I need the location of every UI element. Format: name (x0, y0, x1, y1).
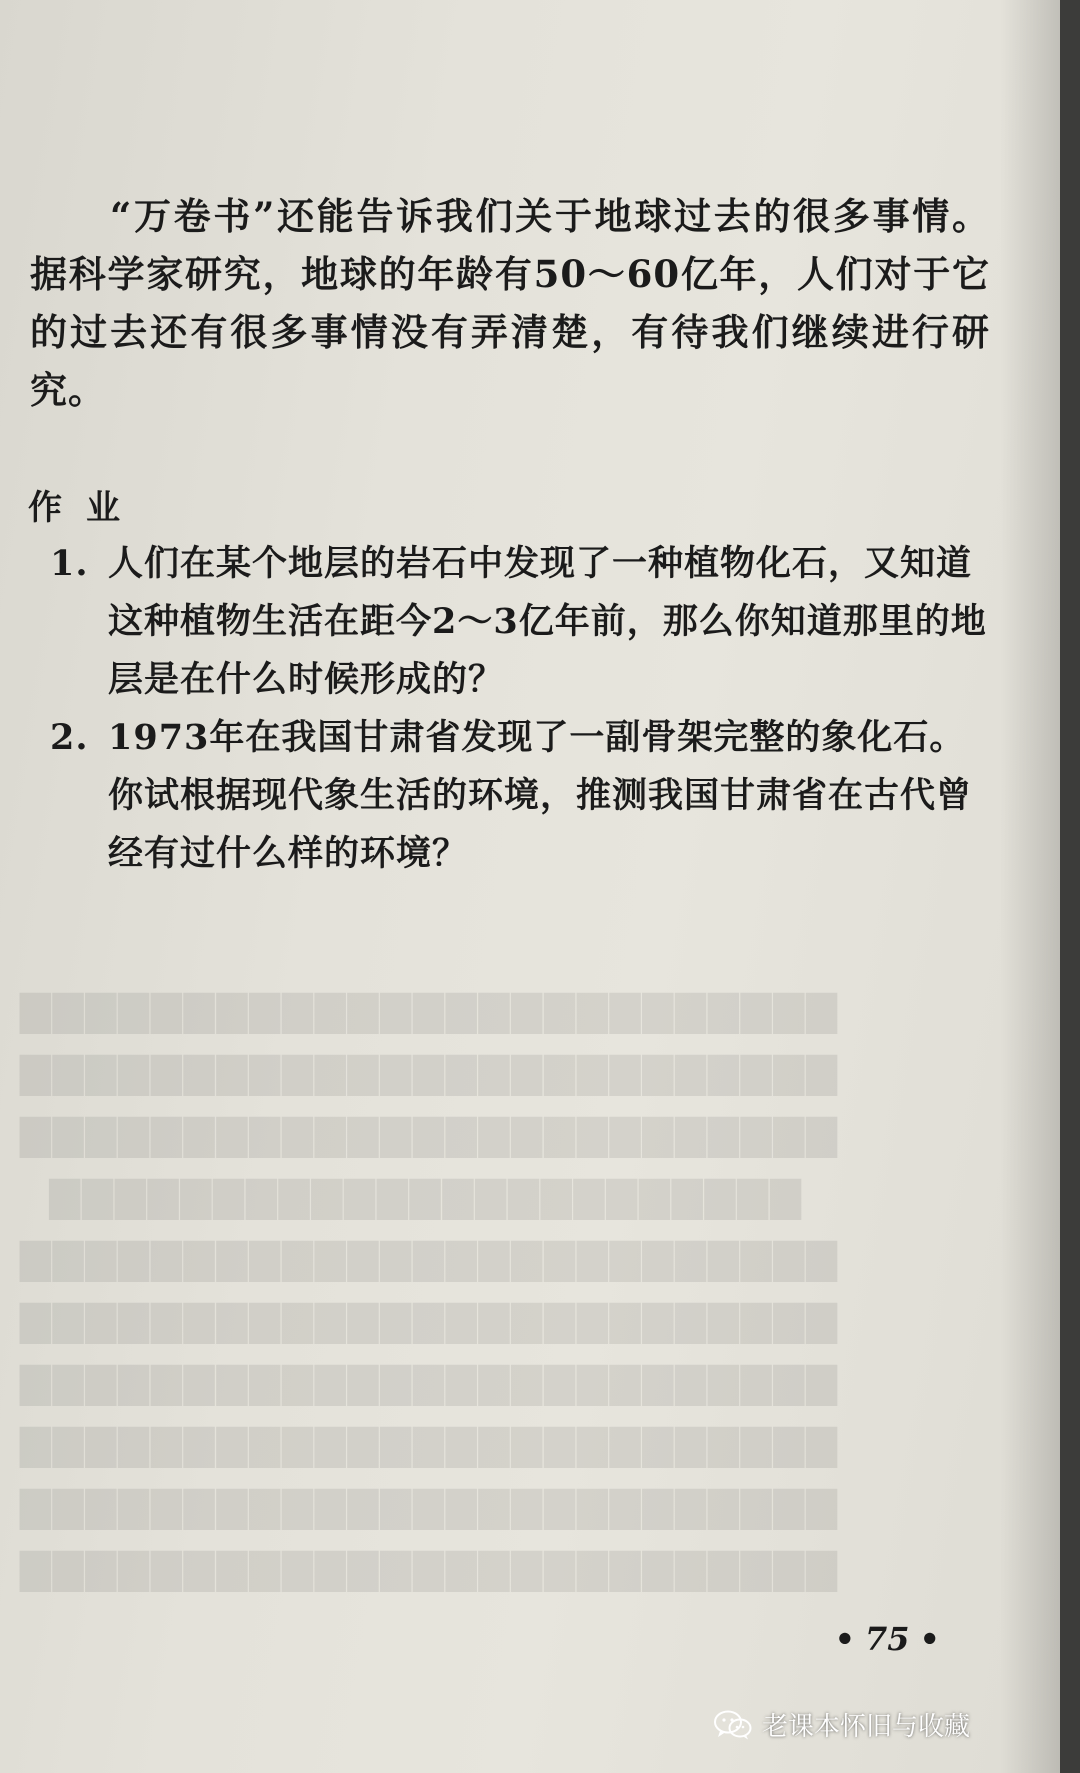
body-paragraph: “万卷书”还能告诉我们关于地球过去的很多事情。据科学家研究，地球的年龄有50～60亿年，人们对于它的过去还有很多事情没有弄清楚，有待我们继续进行研究。 (30, 194, 990, 412)
watermark-text: 老课本怀旧与收藏 (761, 1712, 970, 1742)
homework-item-number: 2. (50, 717, 89, 758)
page-number-dot-left: • (834, 1620, 856, 1658)
homework-item-text: 人们在某个地层的岩石中发现了一种植物化石，又知道这种植物生活在距今2～3亿年前，那么你知道那里的地层是在什么时候形成的？ (108, 543, 987, 700)
homework-title: 作业 (28, 488, 144, 528)
homework-item (50, 709, 990, 883)
homework-item (50, 535, 990, 709)
homework-list (50, 535, 990, 883)
page-number-dot-right: • (919, 1620, 940, 1658)
page-number-value: 75 (865, 1620, 910, 1658)
homework-item-text: 1973年在我国甘肃省发现了一副骨架完整的象化石。你试根据现代象生活的环境，推测我国甘肃省在古代曾经有过什么样的环境？ (108, 717, 973, 874)
page-edge-shadow (1000, 0, 1060, 1773)
watermark (714, 1706, 970, 1743)
homework-item-number: 1. (50, 543, 89, 584)
wechat-icon (714, 1710, 752, 1740)
bleed-through-texture: ▇▇▇▇▇▇▇▇▇▇▇▇▇▇▇▇▇▇▇▇▇▇▇▇▇ ▇▇▇▇▇▇▇▇▇▇▇▇▇▇▇▇▇▇▇▇▇▇▇▇▇ ▇▇▇▇▇▇▇▇▇▇▇▇▇▇▇▇▇▇▇▇▇▇▇▇▇ ▇▇▇▇▇▇▇▇▇▇▇▇▇▇▇▇▇▇▇▇▇▇▇ ▇▇▇▇▇▇▇▇▇▇▇▇▇▇▇▇▇▇▇▇▇▇▇▇▇ ▇▇▇▇▇▇▇▇▇▇▇▇▇▇▇▇▇▇▇▇▇▇▇▇▇ ▇▇▇▇▇▇▇▇▇▇▇▇▇▇▇▇▇▇▇▇▇▇▇▇▇ ▇▇▇▇▇▇▇▇▇▇▇▇▇▇▇▇▇▇▇▇▇▇▇▇▇ ▇▇▇▇▇▇▇▇▇▇▇▇▇▇▇▇▇▇▇▇▇▇▇▇▇ ▇▇▇▇▇▇▇▇▇▇▇▇▇▇▇▇▇▇▇▇▇▇▇▇▇ (20, 988, 840, 1592)
page-number (825, 1620, 950, 1658)
